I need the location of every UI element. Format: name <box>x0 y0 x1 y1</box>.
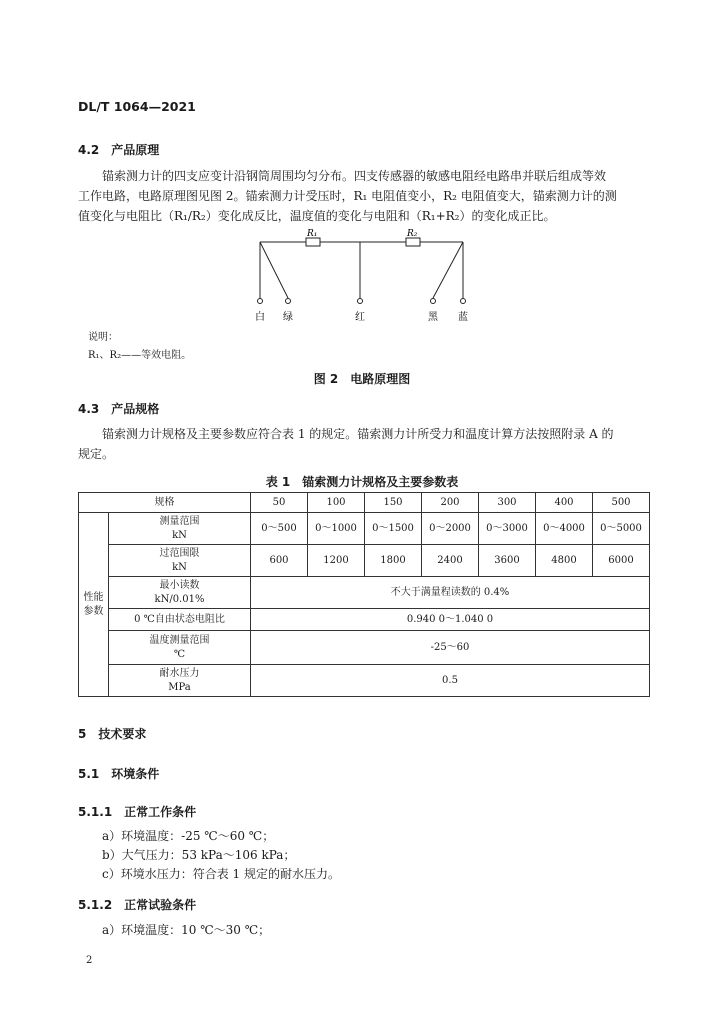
terminal-label-green: 绿 <box>283 312 293 323</box>
row-label-line: 过范围限 <box>159 547 200 559</box>
r1-label: R₁ <box>307 229 318 239</box>
list-item: b）大气压力：53 kPa～106 kPa； <box>102 848 296 862</box>
value-cell: 4800 <box>536 545 593 577</box>
terminal-label-red: 红 <box>355 312 365 323</box>
section-4-2-line-1: 锚索测力计的四支应变计沿钢筒周围均匀分布。四支传感器的敏感电阻经电路串并联后组成等效 <box>102 169 607 183</box>
spec-cell: 150 <box>365 493 422 513</box>
terminal-white <box>258 299 263 304</box>
terminal-blue <box>461 299 466 304</box>
row-label-unit: MPa <box>168 681 191 693</box>
value-cell: 1200 <box>308 545 365 577</box>
table-row-resolution <box>79 577 650 609</box>
row-label-cell <box>109 513 251 545</box>
section-5-heading: 5 技术要求 <box>78 727 147 741</box>
figure-caption: 图 2 电路原理图 <box>313 372 411 386</box>
terminal-label-white: 白 <box>255 312 265 323</box>
value-cell: -25～60 <box>251 631 650 665</box>
table-title: 表 1 锚索测力计规格及主要参数表 <box>265 475 459 489</box>
section-5-1-2-heading: 5.1.2 正常试验条件 <box>78 898 197 912</box>
spec-table <box>78 492 650 697</box>
value-cell: 0～2000 <box>422 513 479 545</box>
page-number: 2 <box>86 955 93 966</box>
row-label-cell <box>109 665 251 697</box>
row-label-unit: kN/0.01% <box>154 593 205 605</box>
table-row-temp <box>79 631 650 665</box>
group-label-cell <box>79 513 109 697</box>
r2-label: R₂ <box>407 229 418 239</box>
terminal-red <box>358 299 363 304</box>
terminal-label-blue: 蓝 <box>458 312 468 323</box>
terminal-label-black: 黑 <box>428 312 438 323</box>
section-5-1-1-heading: 5.1.1 正常工作条件 <box>78 805 197 819</box>
row-label-line: 温度测量范围 <box>149 634 210 646</box>
table-row-water <box>79 665 650 697</box>
value-cell: 0～3000 <box>479 513 536 545</box>
spec-header-cell: 规格 <box>79 493 251 513</box>
resistor-r1 <box>306 238 320 246</box>
circuit-diagram <box>250 226 480 326</box>
note-line: R₁、R₂——等效电阻。 <box>88 350 192 361</box>
document-code: DL/T 1064—2021 <box>78 99 196 114</box>
row-label-unit: ℃ <box>173 648 186 660</box>
row-label-cell <box>109 577 251 609</box>
spec-cell: 400 <box>536 493 593 513</box>
list-item: a）环境温度：-25 ℃～60 ℃； <box>102 829 275 843</box>
row-label-line: 耐水压力 <box>159 667 200 679</box>
value-cell: 0.940 0～1.040 0 <box>251 609 650 631</box>
spec-cell: 300 <box>479 493 536 513</box>
terminal-black <box>431 299 436 304</box>
spec-cell: 100 <box>308 493 365 513</box>
section-4-3-line-1: 锚索测力计规格及主要参数应符合表 1 的规定。锚索测力计所受力和温度计算方法按照附录 A 的 <box>102 427 614 441</box>
section-4-3-heading: 4.3 产品规格 <box>78 402 160 416</box>
row-label-unit: kN <box>172 529 187 541</box>
table-header-row <box>79 493 650 513</box>
value-cell: 600 <box>251 545 308 577</box>
value-cell: 1800 <box>365 545 422 577</box>
group-label-line: 参数 <box>83 605 104 617</box>
terminal-green <box>286 299 291 304</box>
spec-cell: 500 <box>593 493 650 513</box>
list-item: c）环境水压力：符合表 1 规定的耐水压力。 <box>102 867 340 881</box>
spec-cell: 200 <box>422 493 479 513</box>
group-label-line: 性能 <box>83 591 104 603</box>
value-cell: 0～500 <box>251 513 308 545</box>
table-row-overrange <box>79 545 650 577</box>
table-row-resistance <box>79 609 650 631</box>
value-cell: 6000 <box>593 545 650 577</box>
note-title: 说明： <box>88 332 118 343</box>
row-label-cell <box>109 545 251 577</box>
list-item: a）环境温度：10 ℃～30 ℃； <box>102 923 271 937</box>
value-cell: 0～1500 <box>365 513 422 545</box>
spec-cell: 50 <box>251 493 308 513</box>
value-cell: 0.5 <box>251 665 650 697</box>
row-label-line: 测量范围 <box>159 515 200 527</box>
value-cell: 2400 <box>422 545 479 577</box>
value-cell: 3600 <box>479 545 536 577</box>
section-4-2-heading: 4.2 产品原理 <box>78 143 160 157</box>
row-label-cell <box>109 631 251 665</box>
row-label-cell: 0 ℃自由状态电阻比 <box>109 609 251 631</box>
section-4-2-line-2: 工作电路，电路原理图见图 2。锚索测力计受压时，R₁ 电阻值变小，R₂ 电阻值变大，锚索测力计的测 <box>78 189 617 203</box>
section-4-2-line-3: 值变化与电阻比（R₁/R₂）变化成反比，温度值的变化与电阻和（R₁+R₂）的变化成正比。 <box>78 209 556 223</box>
section-5-1-heading: 5.1 环境条件 <box>78 767 160 781</box>
table-row-range <box>79 513 650 545</box>
row-label-unit: kN <box>172 561 187 573</box>
value-cell: 0～1000 <box>308 513 365 545</box>
row-label-line: 最小读数 <box>159 579 200 591</box>
value-cell: 0～4000 <box>536 513 593 545</box>
value-cell: 0～5000 <box>593 513 650 545</box>
section-4-3-line-2: 规定。 <box>78 447 115 461</box>
value-cell: 不大于满量程读数的 0.4% <box>251 577 650 609</box>
resistor-r2 <box>406 238 420 246</box>
